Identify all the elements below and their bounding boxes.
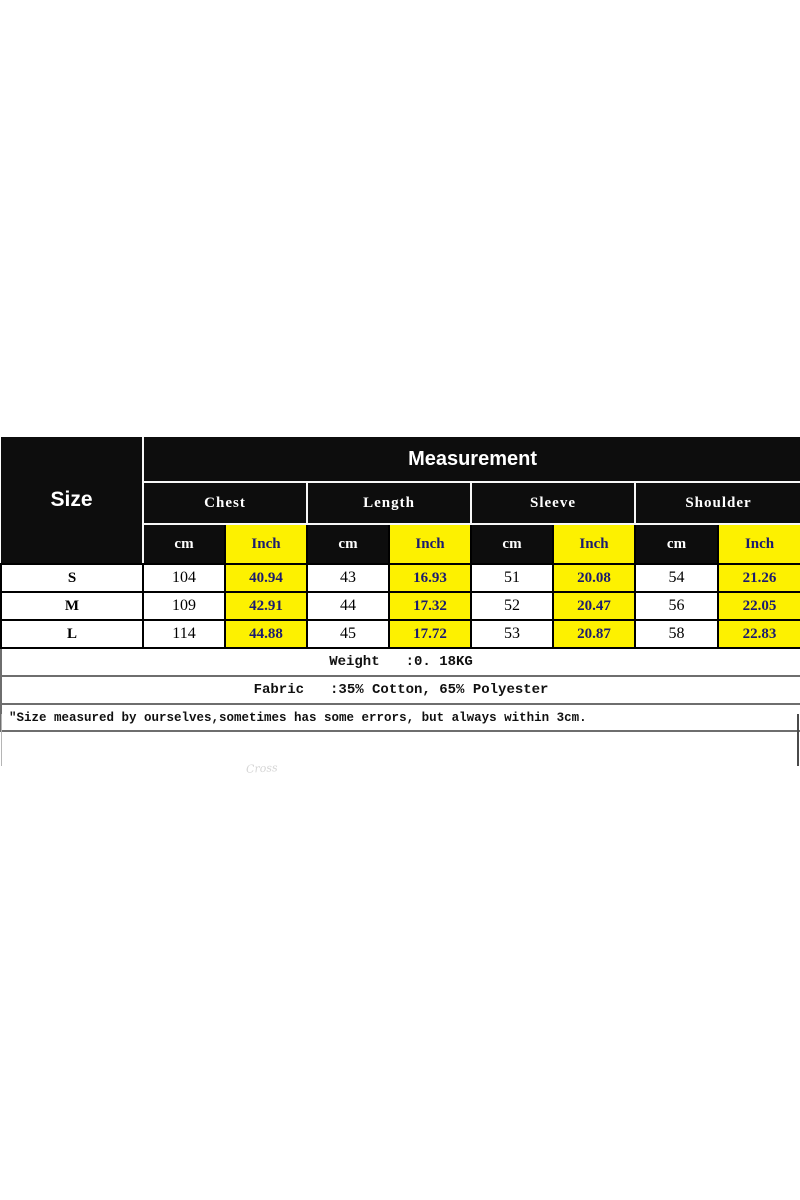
chest-inch-value: 42.91 — [225, 592, 307, 620]
weight-row — [1, 648, 800, 676]
size-label: M — [1, 592, 143, 620]
sleeve-cm-value: 51 — [471, 564, 553, 592]
sleeve-cm-value: 52 — [471, 592, 553, 620]
length-inch-value: 17.72 — [389, 620, 471, 648]
fabric-value: :35% Cotton, 65% Polyester — [330, 682, 549, 698]
size-measurement-table — [0, 437, 800, 732]
shoulder-inch-value: 22.83 — [718, 620, 800, 648]
sleeve-cm-value: 53 — [471, 620, 553, 648]
column-header-length: Length — [307, 482, 471, 524]
shoulder-cm-value: 54 — [635, 564, 718, 592]
length-inch-value: 17.32 — [389, 592, 471, 620]
size-label: S — [1, 564, 143, 592]
sleeve-inch-value: 20.87 — [553, 620, 635, 648]
column-header-chest: Chest — [143, 482, 307, 524]
shoulder-cm-value: 56 — [635, 592, 718, 620]
size-row-s — [1, 564, 800, 592]
shoulder-inch-value: 22.05 — [718, 592, 800, 620]
weight-label: Weight — [329, 654, 380, 670]
fabric-label: Fabric — [253, 682, 305, 698]
column-header-shoulder: Shoulder — [635, 482, 800, 524]
length-cm-value: 43 — [307, 564, 389, 592]
size-corner-label: Size — [1, 437, 143, 564]
chest-inch-value: 44.88 — [225, 620, 307, 648]
chest-cm-value: 114 — [143, 620, 225, 648]
unit-header-inch: Inch — [225, 524, 307, 564]
weight-value: :0. 18KG — [405, 654, 473, 670]
sleeve-inch-value: 20.47 — [553, 592, 635, 620]
unit-header-inch: Inch — [553, 524, 635, 564]
shoulder-cm-value: 58 — [635, 620, 718, 648]
measurement-note: "Size measured by ourselves,sometimes has some errors, but always within 3cm. — [1, 704, 800, 731]
unit-header-cm: cm — [143, 524, 225, 564]
chest-cm-value: 104 — [143, 564, 225, 592]
sleeve-inch-value: 20.08 — [553, 564, 635, 592]
unit-header-cm: cm — [635, 524, 718, 564]
empty-trailing-row — [1, 714, 799, 766]
faint-watermark: Cross — [245, 761, 278, 776]
chest-inch-value: 40.94 — [225, 564, 307, 592]
unit-header-cm: cm — [307, 524, 389, 564]
column-header-sleeve: Sleeve — [471, 482, 635, 524]
size-row-l — [1, 620, 800, 648]
size-row-m — [1, 592, 800, 620]
table-title: Measurement — [143, 437, 800, 482]
length-cm-value: 44 — [307, 592, 389, 620]
length-inch-value: 16.93 — [389, 564, 471, 592]
unit-header-inch: Inch — [389, 524, 471, 564]
length-cm-value: 45 — [307, 620, 389, 648]
shoulder-inch-value: 21.26 — [718, 564, 800, 592]
table-header-row — [1, 437, 800, 482]
unit-header-cm: cm — [471, 524, 553, 564]
size-label: L — [1, 620, 143, 648]
unit-header-inch: Inch — [718, 524, 800, 564]
fabric-row — [1, 676, 800, 704]
chest-cm-value: 109 — [143, 592, 225, 620]
